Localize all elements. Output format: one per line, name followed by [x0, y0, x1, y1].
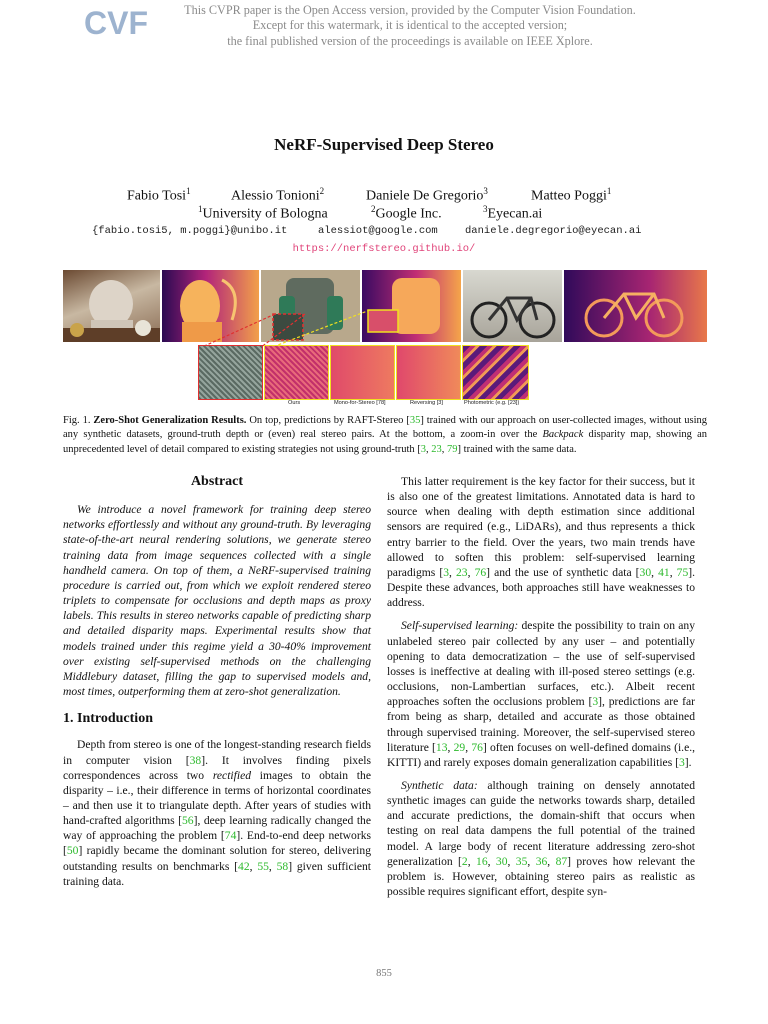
text-run: ]. End-to-end deep networks [ — [63, 829, 372, 858]
section-heading-introduction: 1. Introduction — [63, 711, 153, 727]
text-run: , — [249, 859, 258, 873]
text-run: , — [449, 565, 456, 579]
zoom-crop-mono-for-stereo — [330, 345, 395, 400]
statue-photo — [63, 270, 160, 342]
citation-link[interactable]: 13 — [435, 740, 448, 754]
text-run: ]. — [684, 755, 692, 769]
paragraph-label: Self-supervised learning: — [401, 619, 519, 633]
text-run: ], predictions are far from being as sharp, detailed and accurate as those obtained through supervised training. Moreover, the self-supervised stereo literature [ — [387, 695, 695, 754]
text-run: ], deep learning radically changed the way of approaching the problem [ — [63, 814, 371, 843]
text-run: ] and the use of synthetic data [ — [486, 565, 640, 579]
email-2: alessiot@google.com — [318, 225, 438, 237]
citation-link[interactable]: 29 — [453, 740, 466, 754]
figure-caption: Fig. 1. Zero-Shot Generalization Results. On top, predictions by RAFT-Stereo [35] trained with our approach on user-collected images, without using any synthetic datasets, ground-truth depth or (even) real stereo pairs. At the bottom, a zoom-in over the Backpack disparity map, showing an unprecedented level of detail compared to existing strategies not using ground-truth [3, 23, 79] trained with the same data. — [63, 415, 708, 455]
citation-link[interactable]: 3 — [678, 755, 685, 769]
author-3: Daniele De Gregorio$^3$ — [366, 186, 488, 204]
disparity-map-bicycle — [564, 270, 707, 342]
citation-link[interactable]: 38 — [189, 753, 202, 767]
abstract-heading: Abstract — [190, 474, 244, 489]
text-run: , — [527, 854, 536, 868]
zoom-connector-lines — [190, 300, 380, 350]
citation-link[interactable]: 56 — [182, 814, 194, 828]
text-run: Depth from stereo is one of the longest-standing research fields in computer vision [ — [63, 738, 371, 767]
citation-link[interactable]: 23 — [456, 565, 468, 579]
text-run: , — [465, 740, 472, 754]
text-run: This latter requirement is the key factor for their success, but it is also one of the greatest limitations. Annotated data is hard to source when dealing with depth estimation since additional sensors are required (e.g., LiDARs), and thus represents a thick entry barrier to the field. Over the years, two main trends have allowed to soften this problem: self-supervised learning paradigms [ — [387, 475, 695, 579]
text-run: , — [487, 854, 496, 868]
zoom-crop-ours — [264, 345, 329, 400]
citation-link[interactable]: 58 — [276, 859, 289, 873]
citation-link[interactable]: 16 — [476, 854, 488, 868]
watermark-line-1: This CVPR paper is the Open Access version, provided by the Computer Vision Foundation. — [184, 3, 636, 17]
text-run: , — [507, 854, 516, 868]
citation-link[interactable]: 3 — [443, 565, 450, 579]
paper-title: NeRF-Supervised Deep Stereo — [274, 135, 494, 154]
author-4: Matteo Poggi$^1$ — [531, 186, 612, 204]
text-run: ] often focuses on well-defined domains (i.e., KITTI) and rarely exposes domain generalization capabilities [ — [387, 740, 696, 769]
affiliation-2: $^2$Google Inc. — [371, 204, 442, 222]
citation-link[interactable]: 41 — [658, 565, 670, 579]
text-run: , — [669, 565, 677, 579]
citation-link[interactable]: 76 — [471, 740, 483, 754]
cvf-logo — [82, 4, 148, 41]
citation-link[interactable]: 74 — [224, 829, 237, 843]
right-column — [387, 474, 695, 907]
bicycle-photo — [463, 270, 562, 342]
citation-link[interactable]: 36 — [535, 854, 548, 868]
text-run: ]. Despite these advances, both approaches still have weaknesses to address. — [387, 565, 696, 610]
project-link[interactable]: https://nerfstereo.github.io/ — [292, 243, 476, 255]
intro-paragraph-1 — [63, 737, 371, 889]
right-paragraph-1 — [387, 474, 695, 610]
rgb-image-statue — [63, 270, 160, 342]
email-3: daniele.degregorio@eyecan.ai — [465, 225, 642, 237]
text-run: ] given sufficient training data. — [63, 859, 372, 888]
text-run: , — [467, 854, 477, 868]
text-run: , — [651, 565, 659, 579]
citation-link[interactable]: 87 — [555, 854, 568, 868]
zoom-crop-reversing — [396, 345, 461, 400]
citation-link[interactable]: 75 — [676, 565, 689, 579]
text-run: ] proves how relevant the problem is. However, obtaining stereo pairs as realistic as possible requires significant effort, despite syn- — [387, 854, 695, 899]
watermark-line-2: Except for this watermark, it is identical to the accepted version; — [252, 18, 568, 33]
zoom-label-mono-for-stereo: Mono-for-Stereo [78] — [334, 400, 386, 406]
zoom-crop-photometric — [462, 345, 529, 400]
text-run: despite the possibility to train on any unlabeled stereo pair collected by any user – and potentially opening to data democratization – the use of self-supervised losses is ineffective at dealing with ill-posed stereo settings (e.g. occlusions, non-Lambertian surfaces, etc.). Albeit recent approaches soften the occlusions problem [ — [387, 619, 695, 709]
email-1: {fabio.tosi5, m.poggi}@unibo.it — [92, 225, 288, 237]
text-run: ] rapidly became the dominant solution for stereo, delivering outstanding results on benchmarks [ — [63, 844, 371, 873]
page-number: 855 — [376, 968, 392, 979]
author-2: Alessio Tonioni$^2$ — [231, 186, 325, 204]
zoom-label-reversing: Reversing [3] — [410, 400, 443, 406]
right-paragraph-synthetic — [387, 778, 695, 899]
citation-link[interactable]: 42 — [238, 859, 250, 873]
right-paragraph-self-supervised — [387, 618, 695, 770]
citation-link[interactable]: 35 — [515, 854, 528, 868]
author-1: Fabio Tosi$^1$ — [127, 186, 191, 204]
text-run: images to obtain the disparity – i.e., their difference in terms of horizontal coordinates – and then use it to triangulate depth. After years of studies with hand-crafted algorithms [ — [63, 768, 371, 828]
zoom-label-photometric: Photometric (e.g. [23]) — [464, 400, 520, 406]
citation-link[interactable]: 55 — [257, 859, 269, 873]
citation-link[interactable]: 76 — [474, 565, 487, 579]
left-column — [63, 474, 371, 897]
affiliation-3: $^3$Eyecan.ai — [483, 204, 543, 222]
paragraph-label: Synthetic data: — [401, 778, 478, 792]
zoom-crop-rgb — [198, 345, 263, 400]
emphasis: rectified — [212, 768, 252, 782]
zoom-label-ours: Ours — [288, 400, 301, 406]
affiliation-1: $^1$University of Bologna — [198, 204, 328, 222]
text-run: although training on densely annotated synthetic images can guide the networks towards sharp, detailed and accurate predictions, the domain-shift that occurs when testing on real data dampens the full potential of the trained model. A large body of recent literature addressing zero-shot generalization [ — [387, 778, 695, 868]
text-run: , — [447, 740, 454, 754]
watermark-line-3: the final published version of the proceedings is available on IEEE Xplore. — [227, 33, 593, 48]
citation-link[interactable]: 30 — [639, 565, 652, 579]
citation-link[interactable]: 2 — [461, 854, 468, 868]
citation-link[interactable]: 30 — [495, 854, 508, 868]
text-run: , — [547, 854, 556, 868]
watermark-notice — [150, 3, 670, 49]
rgb-image-bicycle — [463, 270, 562, 342]
bicycle-disparity — [564, 270, 707, 342]
citation-link[interactable]: 50 — [66, 844, 79, 858]
text-run: , — [268, 859, 277, 873]
text-run: ]. It involves finding pixels correspondences across two — [63, 753, 371, 782]
abstract-text: We introduce a novel framework for training deep stereo networks effortlessly and without any ground-truth. By leveraging state-of-the-art neural rendering solutions, we generate stereo training data from image sequences collected with a single handheld camera. On top of them, a NeRF-supervised training procedure is carried out, from which we exploit rendered stereo triplets to compensate for occlusions and depth maps as proxy labels. This results in stereo networks capable of predicting sharp and detailed disparity maps. Experimental results show that models trained under this regime yield a 30-40% improvement over existing self-supervised methods on the challenging Middlebury dataset, filling the gap to supervised models and, most times, outperforming them at zero-shot generalization. — [63, 503, 371, 699]
citation-link[interactable]: 3 — [592, 695, 599, 709]
text-run: , — [467, 565, 475, 579]
svg-text:CVF: CVF — [84, 5, 148, 41]
